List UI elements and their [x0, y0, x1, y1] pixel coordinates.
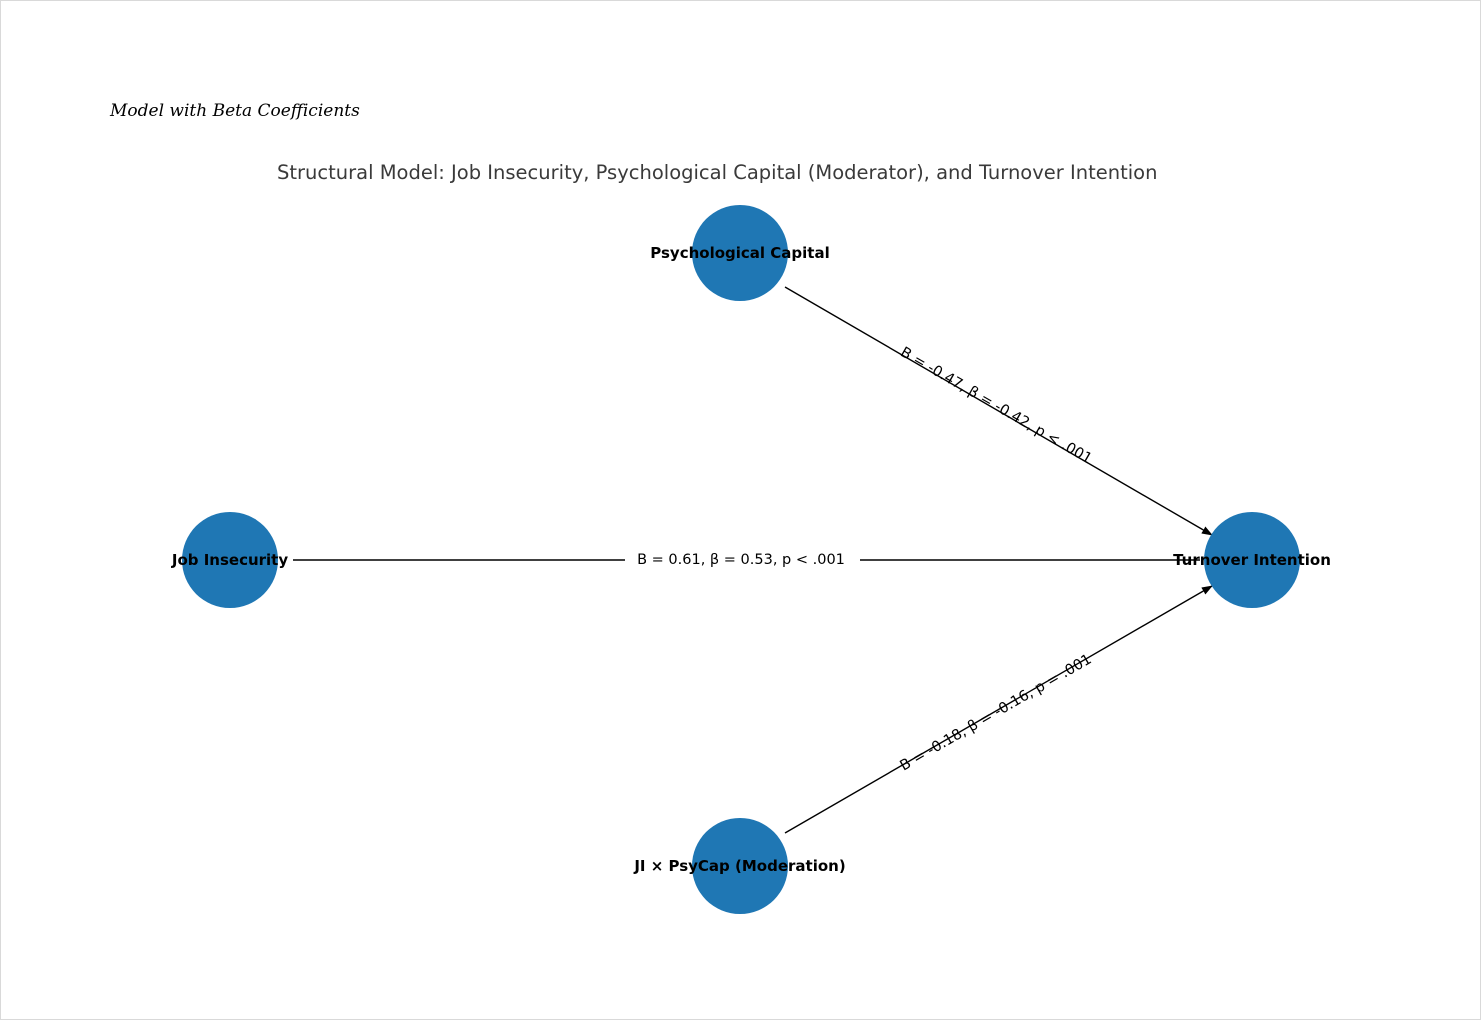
chart-title: Structural Model: Job Insecurity, Psychological Capital (Moderator), and Turnover Intention: [277, 161, 1158, 184]
node-label-turnover-intention: Turnover Intention: [1173, 551, 1331, 569]
figure-caption: Model with Beta Coefficients: [110, 101, 360, 121]
node-label-job-insecurity: Job Insecurity: [171, 551, 289, 569]
edge-label-interaction-turnover: B = -0.18, β = -0.16, p = .001: [897, 651, 1095, 775]
edge-label-psycap-turnover: B = -0.47, β = -0.42, p < .001: [897, 344, 1095, 468]
node-label-ji-psycap-moderation: JI × PsyCap (Moderation): [634, 857, 846, 875]
node-label-psychological-capital: Psychological Capital: [650, 244, 830, 262]
edge-label-jobinsecurity-turnover: B = 0.61, β = 0.53, p < .001: [637, 552, 845, 568]
